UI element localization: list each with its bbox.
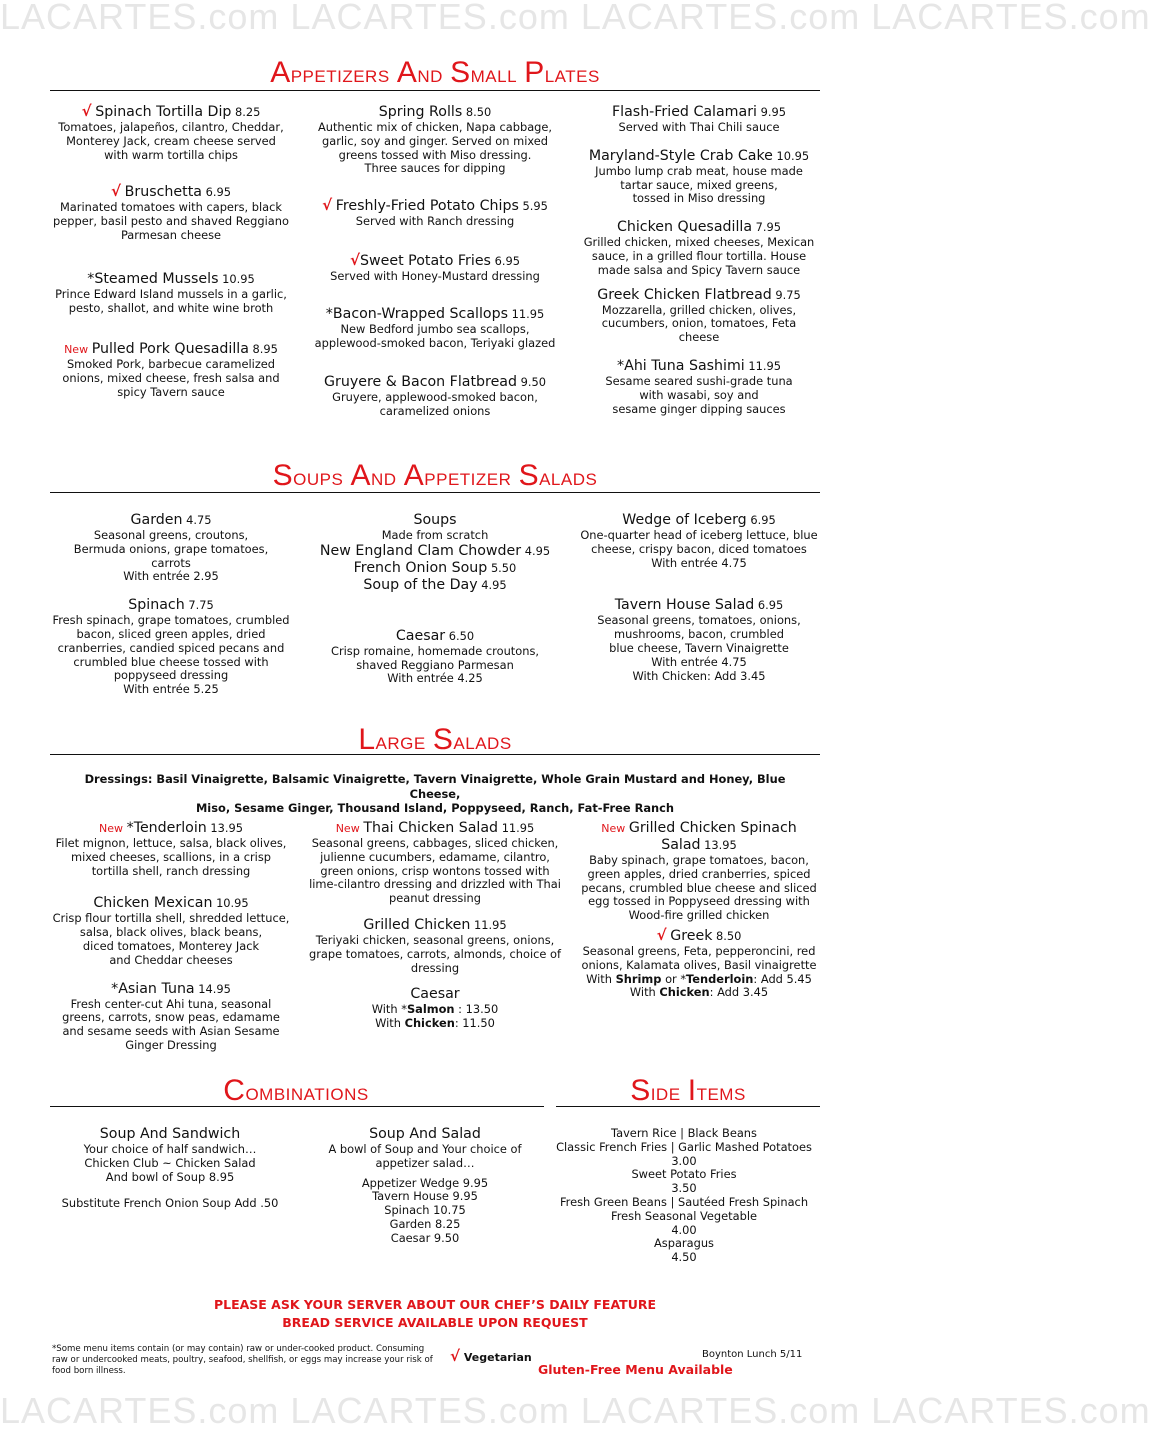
menu-item: √ Spinach Tortilla Dip 8.25 Tomatoes, jalapeños, cilantro, Cheddar, Monterey Jack, cream cheese served with warm tortilla chips: [58, 102, 284, 162]
watermark-top: LACARTES.com LACARTES.com LACARTES.com LACARTES.com: [0, 0, 1151, 37]
menu-item: Tavern House Salad 6.95 Seasonal greens, tomatoes, onions, mushrooms, bacon, crumbled blue cheese, Tavern Vinaigrette With entrée 4.75 With Chicken: Add 3.45: [597, 597, 801, 683]
divider-rule: [50, 754, 820, 755]
location-label: Boynton Lunch 5/11: [702, 1349, 803, 1360]
checkmark-icon: √: [450, 1347, 461, 1365]
server-notice: PLEASE ASK YOUR SERVER ABOUT OUR CHEF’S DAILY FEATURE BREAD SERVICE AVAILABLE UPON REQUEST: [213, 1297, 657, 1330]
appetizers-column-2: [304, 104, 566, 429]
divider-rule: [556, 1106, 820, 1107]
soups-list: Soups Made from scratch New England Clam Chowder 4.95 French Onion Soup 5.50 Soup of the Day 4.95: [319, 512, 551, 593]
menu-item: √ Bruschetta 6.95 Marinated tomatoes with capers, black pepper, basil pesto and shaved Reggiano Parmesan cheese: [53, 182, 289, 242]
appetizers-column-3: [576, 104, 822, 426]
checkmark-icon: √: [656, 925, 667, 944]
section-title-soups: Soups And Appetizer Salads: [272, 459, 598, 492]
vegetarian-legend: √ Vegetarian: [450, 1347, 532, 1365]
menu-item: Maryland-Style Crab Cake 10.95 Jumbo lump crab meat, house made tartar sauce, mixed greens, tossed in Miso dressing: [588, 147, 810, 206]
menu-item: Grilled Chicken 11.95 Teriyaki chicken, seasonal greens, onions, grape tomatoes, carrots, almonds, choice of dressing: [309, 916, 561, 975]
menu-item: Spring Rolls 8.50 Authentic mix of chicken, Napa cabbage, garlic, soy and ginger. Served on mixed greens tossed with Miso dressing. Three sauces for dipping: [317, 104, 553, 176]
soups-column-2: [304, 512, 566, 696]
appetizers-column-1: [48, 104, 294, 410]
combo-soup-and-salad: Soup And Salad A bowl of Soup and Your choice of appetizer salad… Appetizer Wedge 9.95 Tavern House 9.95 Spinach 10.75 Garden 8.25 Caesar 9.50: [328, 1126, 522, 1245]
checkmark-icon: √: [350, 250, 361, 269]
large-salads-column-1: [48, 820, 294, 1063]
menu-item: Caesar 6.50 Crisp romaine, homemade croutons, shaved Reggiano Parmesan With entrée 4.25: [330, 627, 540, 686]
menu-item: Caesar With *Salmon : 13.50 With Chicken: 11.50: [371, 986, 499, 1031]
menu-item: *Ahi Tuna Sashimi 11.95 Sesame seared sushi-grade tuna with wasabi, soy and sesame ginger dipping sauces: [605, 357, 793, 416]
section-title-combinations: Combinations: [223, 1074, 369, 1107]
section-title-appetizers: Appetizers And Small Plates: [270, 56, 600, 89]
menu-item: Spinach 7.75 Fresh spinach, grape tomatoes, crumbled bacon, sliced green apples, dried cranberries, candied spiced pecans and crumbled blue cheese tossed with poppyseed dressing With entrée 5.25: [52, 597, 290, 697]
divider-rule: [50, 1106, 544, 1107]
menu-item: *Steamed Mussels 10.95 Prince Edward Island mussels in a garlic, pesto, shallot, and white wine broth: [55, 270, 287, 315]
menu-item: Wedge of Iceberg 6.95 One-quarter head of iceberg lettuce, blue cheese, crispy bacon, diced tomatoes With entrée 4.75: [580, 512, 818, 570]
checkmark-icon: √: [111, 182, 122, 201]
menu-item: New Pulled Pork Quesadilla 8.95 Smoked Pork, barbecue caramelized onions, mixed cheese, fresh salsa and spicy Tavern sauce: [62, 341, 280, 399]
gluten-free-notice: Gluten-Free Menu Available: [538, 1362, 733, 1377]
combo-soup-and-sandwich: Soup And Sandwich Your choice of half sandwich… Chicken Club ~ Chicken Salad And bowl of Soup 8.95 Substitute French Onion Soup Add .50: [61, 1126, 279, 1211]
section-title-large-salads: Large Salads: [358, 723, 512, 756]
large-salads-column-3: [576, 820, 822, 1010]
menu-item: New Thai Chicken Salad 11.95 Seasonal greens, cabbages, sliced chicken, julienne cucumbers, edamame, cilantro, green onions, crisp wontons tossed with lime-cilantro dressing and drizzled with Thai peanut dressing: [309, 820, 561, 906]
section-title-side-items: Side Items: [630, 1074, 746, 1107]
new-badge: New: [335, 822, 360, 835]
checkmark-icon: √: [81, 102, 92, 120]
menu-item: √ Greek 8.50 Seasonal greens, Feta, pepperoncini, red onions, Kalamata olives, Basil vinaigrette With Shrimp or *Tenderloin: Add 5.45 With Chicken: Add 3.45: [581, 925, 817, 1000]
menu-item: Chicken Quesadilla 7.95 Grilled chicken, mixed cheeses, Mexican sauce, in a grilled flour tortilla. House made salsa and Spicy Tavern sauce: [583, 219, 815, 277]
menu-item: Garden 4.75 Seasonal greens, croutons, Bermuda onions, grape tomatoes, carrots With entrée 2.95: [73, 512, 269, 584]
menu-item: Flash-Fried Calamari 9.95 Served with Thai Chili sauce: [612, 104, 786, 134]
menu-item: √Sweet Potato Fries 6.95 Served with Honey-Mustard dressing: [330, 250, 540, 283]
soups-column-1: [48, 512, 294, 707]
menu-item: New *Tenderloin 13.95 Filet mignon, lettuce, salsa, black olives, mixed cheeses, scallions, in a crisp tortilla shell, ranch dressing: [55, 820, 287, 878]
menu-item: New Grilled Chicken Spinach Salad 13.95 Baby spinach, grape tomatoes, bacon, green apples, dried cranberries, spiced pecans, crumbled blue cheese and sliced egg tossed in Poppyseed dressing with Wood-fire grilled chicken: [581, 820, 817, 923]
raw-food-disclaimer: *Some menu items contain (or may contain) raw or under-cooked product. Consuming raw or undercooked meats, poultry, seafood, shellfish, or eggs may increase your risk of food born illness.: [52, 1344, 433, 1376]
new-badge: New: [64, 343, 89, 357]
menu-item: *Bacon-Wrapped Scallops 11.95 New Bedford jumbo sea scallops, applewood-smoked bacon, Teriyaki glazed: [314, 305, 556, 350]
new-badge: New: [98, 822, 123, 835]
dressings-list: Dressings: Basil Vinaigrette, Balsamic Vinaigrette, Tavern Vinaigrette, Whole Grain Mustard and Honey, Blue Cheese, Miso, Sesame Ginger, Thousand Island, Poppyseed, Ranch, Fat-Free Ranch: [84, 772, 786, 815]
checkmark-icon: √: [322, 196, 333, 215]
side-items-list: Tavern Rice | Black Beans Classic French Fries | Garlic Mashed Potatoes 3.00 Sweet Potato Fries 3.50 Fresh Green Beans | Sautéed Fresh Spinach Fresh Seasonal Vegetable 4.00 Asparagus 4.50: [556, 1126, 812, 1265]
large-salads-column-2: [304, 820, 566, 1041]
watermark-bottom: LACARTES.com LACARTES.com LACARTES.com LACARTES.com: [0, 1390, 1151, 1431]
menu-item: Gruyere & Bacon Flatbread 9.50 Gruyere, applewood-smoked bacon, caramelized onions: [324, 374, 546, 419]
menu-item: *Asian Tuna 14.95 Fresh center-cut Ahi tuna, seasonal greens, carrots, snow peas, edamame and sesame seeds with Asian Sesame Ginger Dressing: [62, 980, 280, 1052]
menu-item: Chicken Mexican 10.95 Crisp flour tortilla shell, shredded lettuce, salsa, black olives, black beans, diced tomatoes, Monterey Jack and Cheddar cheeses: [52, 895, 290, 967]
divider-rule: [50, 492, 820, 493]
menu-item: √ Freshly-Fried Potato Chips 5.95 Served with Ranch dressing: [322, 196, 548, 229]
new-badge: New: [601, 822, 626, 835]
divider-rule: [50, 90, 820, 91]
soups-column-3: [576, 512, 822, 693]
menu-item: Greek Chicken Flatbread 9.75 Mozzarella, grilled chicken, olives, cucumbers, onion, tomatoes, Feta cheese: [597, 286, 801, 345]
